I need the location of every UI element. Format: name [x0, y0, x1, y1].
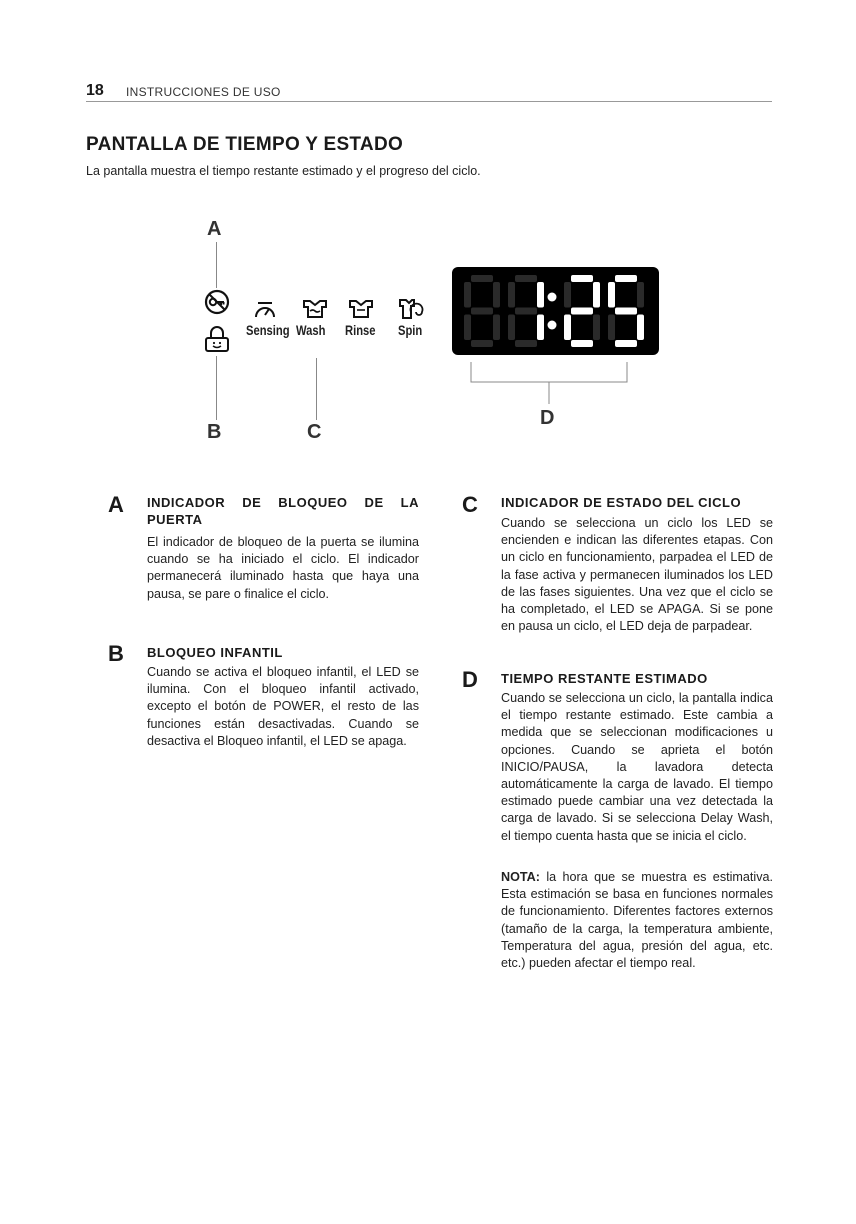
page-number: 18 [86, 82, 104, 99]
callout-a-line [216, 242, 217, 288]
wash-label: Wash [296, 322, 326, 338]
digit-4-segment-c [637, 315, 644, 341]
section-d-body: Cuando se selecciona un ciclo, la pantalla indica el tiempo restante estimado. Este cambia a medida que se seleccionan modificaciones u opciones. Cuando se aprieta el botón INICIO/PAUSA, la lavadora detecta automáticamente la carga de lavado. El tiempo estimado puede cambiar una vez detectada la carga de lavado. Si se selecciona Delay Wash, el tiempo cuenta hasta que se inicia el ciclo. [501, 691, 773, 843]
digit-4-segment-e [608, 315, 615, 341]
section-a-letter: A [108, 492, 124, 517]
digit-3-segment-d [571, 340, 593, 347]
digit-1-segment-c [493, 315, 500, 341]
digit-3-segment-c [593, 315, 600, 341]
door-lock-icon [203, 288, 231, 316]
digit-2-segment-c [537, 315, 544, 341]
callout-a: A [207, 218, 222, 240]
section-c-body: Cuando se selecciona un ciclo los LED se encienden e indican las diferentes etapas. Con un ciclo en funcionamiento, parpadea el LED de la fase activa y permanecen iluminados los LED de las fases siguientes. Una vez que el ciclo se ha completado, el LED se APAGA. Si se pone en pausa un ciclo, el LED deja de parpadear. [501, 516, 773, 634]
callout-d: D [540, 407, 555, 429]
section-d-note [501, 869, 773, 972]
digit-4-segment-g [615, 308, 637, 315]
digit-3-segment-a [571, 275, 593, 282]
digit-1-segment-e [464, 315, 471, 341]
page-subtitle: La pantalla muestra el tiempo restante estimado y el progreso del ciclo. [86, 164, 481, 178]
digit-2-segment-e [508, 315, 515, 341]
digit-2-segment-b [537, 282, 544, 308]
digit-1-segment-d [471, 340, 493, 347]
wash-icon [302, 299, 328, 319]
digit-2-segment-g [515, 308, 537, 315]
note-body: la hora que se muestra es estimativa. Esta estimación se basa en funciones normales de funcionamiento. Diferentes factores externos (tamaño de la carga, la temperatura ambiente, Temperatura del agua, presión del agua, etc. etc.) pueden afectar el tiempo real. [501, 870, 773, 971]
digit-4-segment-b [637, 282, 644, 308]
section-header: INSTRUCCIONES DE USO [126, 85, 281, 99]
callout-c-line [316, 358, 317, 420]
colon-dot-2 [548, 321, 557, 330]
time-display [452, 267, 659, 355]
callout-b-line [216, 356, 217, 420]
spin-icon [398, 298, 426, 320]
section-d-heading: TIEMPO RESTANTE ESTIMADO [501, 671, 708, 686]
digit-1-segment-a [471, 275, 493, 282]
section-c-letter: C [462, 492, 478, 517]
digit-3-segment-e [564, 315, 571, 341]
digit-1-segment-f [464, 282, 471, 308]
section-c-heading: INDICADOR DE ESTADO DEL CICLO [501, 495, 742, 510]
section-a-body: El indicador de bloqueo de la puerta se ilumina cuando se ha iniciado el ciclo. El indicador permanecerá iluminado hasta que haya una pausa, se pare o finalice el ciclo. [147, 535, 419, 601]
child-lock-icon [203, 324, 231, 354]
section-b-letter: B [108, 641, 124, 666]
page-title: PANTALLA DE TIEMPO Y ESTADO [86, 134, 404, 155]
digit-4-segment-d [615, 340, 637, 347]
digit-3-segment-g [571, 308, 593, 315]
section-b-body: Cuando se activa el bloqueo infantil, el LED se ilumina. Con el bloqueo infantil activado, excepto el botón de POWER, el resto de las funciones están desactivadas. Cuando se desactiva el Bloqueo infantil, el LED se apaga. [147, 665, 419, 748]
digit-3-segment-b [593, 282, 600, 308]
note-label: NOTA: [501, 870, 540, 884]
section-b-heading: BLOQUEO INFANTIL [147, 645, 283, 660]
callout-b: B [207, 421, 222, 443]
rinse-icon [348, 299, 374, 319]
seven-segment-display [452, 267, 659, 355]
sensing-label: Sensing [246, 322, 290, 338]
digit-2-segment-f [508, 282, 515, 308]
digit-4-segment-f [608, 282, 615, 308]
digit-1-segment-g [471, 308, 493, 315]
digit-2-segment-a [515, 275, 537, 282]
digit-2-segment-d [515, 340, 537, 347]
rinse-label: Rinse [345, 322, 376, 338]
callout-c: C [307, 421, 322, 443]
header-rule [86, 101, 772, 102]
sensing-icon [253, 300, 277, 320]
spin-label: Spin [398, 322, 423, 338]
colon-dot-1 [548, 293, 557, 302]
section-a-heading: INDICADOR DE BLOQUEO DE LA PUERTA [147, 495, 419, 527]
digit-1-segment-b [493, 282, 500, 308]
callout-d-bracket [470, 362, 628, 404]
digit-3-segment-f [564, 282, 571, 308]
digit-4-segment-a [615, 275, 637, 282]
section-d-letter: D [462, 667, 478, 692]
